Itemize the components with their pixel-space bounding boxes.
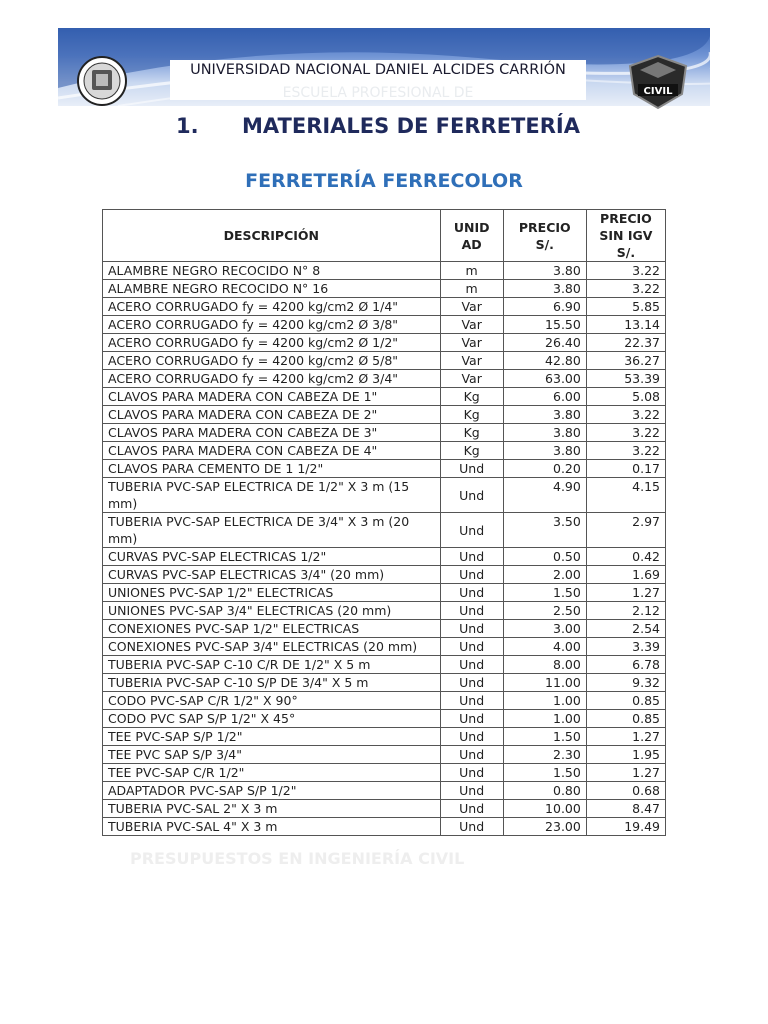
cell-price: 4.00 (503, 638, 586, 656)
table-row (103, 818, 666, 836)
cell-price-no-igv: 1.95 (586, 746, 665, 764)
table-header-row (103, 210, 666, 262)
cell-price-no-igv: 1.27 (586, 728, 665, 746)
cell-description: TUBERIA PVC-SAP ELECTRICA DE 3/4" X 3 m (20 mm) (103, 513, 441, 548)
cell-description: CURVAS PVC-SAP ELECTRICAS 3/4" (20 mm) (103, 566, 441, 584)
cell-description: TUBERIA PVC-SAP ELECTRICA DE 1/2" X 3 m (15 mm) (103, 478, 441, 513)
table-row (103, 442, 666, 460)
table-row (103, 478, 666, 513)
cell-price: 3.80 (503, 442, 586, 460)
cell-description: TUBERIA PVC-SAL 2" X 3 m (103, 800, 441, 818)
cell-price-no-igv: 2.97 (586, 513, 665, 548)
column-header-description: DESCRIPCIÓN (103, 210, 441, 262)
cell-price-no-igv: 3.39 (586, 638, 665, 656)
cell-description: CLAVOS PARA MADERA CON CABEZA DE 2" (103, 406, 441, 424)
cell-price-no-igv: 0.17 (586, 460, 665, 478)
column-header-unit: UNID AD (440, 210, 503, 262)
cell-unit: Und (440, 764, 503, 782)
table-row (103, 280, 666, 298)
cell-unit: Und (440, 478, 503, 513)
cell-price-no-igv: 3.22 (586, 442, 665, 460)
cell-price: 2.00 (503, 566, 586, 584)
cell-unit: Var (440, 334, 503, 352)
table-row (103, 710, 666, 728)
cell-price-no-igv: 2.54 (586, 620, 665, 638)
cell-description: TUBERIA PVC-SAP C-10 S/P DE 3/4" X 5 m (103, 674, 441, 692)
cell-description: CONEXIONES PVC-SAP 1/2" ELECTRICAS (103, 620, 441, 638)
civil-engineering-logo (626, 54, 690, 110)
table-row (103, 746, 666, 764)
university-name: UNIVERSIDAD NACIONAL DANIEL ALCIDES CARRIÓN (190, 62, 566, 78)
cell-price-no-igv: 3.22 (586, 262, 665, 280)
cell-price: 6.90 (503, 298, 586, 316)
cell-description: ACERO CORRUGADO fy = 4200 kg/cm2 Ø 1/4" (103, 298, 441, 316)
cell-price-no-igv: 0.68 (586, 782, 665, 800)
cell-description: ALAMBRE NEGRO RECOCIDO N° 16 (103, 280, 441, 298)
table-row (103, 566, 666, 584)
cell-unit: Und (440, 620, 503, 638)
cell-price-no-igv: 53.39 (586, 370, 665, 388)
table-row (103, 638, 666, 656)
cell-price-no-igv: 0.85 (586, 692, 665, 710)
cell-unit: Und (440, 513, 503, 548)
cell-price: 3.00 (503, 620, 586, 638)
cell-description: TEE PVC SAP S/P 3/4" (103, 746, 441, 764)
school-name-faded: ESCUELA PROFESIONAL DE (282, 85, 474, 101)
cell-price-no-igv: 9.32 (586, 674, 665, 692)
table-row (103, 620, 666, 638)
table-row (103, 298, 666, 316)
table-row (103, 764, 666, 782)
cell-description: CONEXIONES PVC-SAP 3/4" ELECTRICAS (20 mm) (103, 638, 441, 656)
cell-price: 10.00 (503, 800, 586, 818)
cell-price: 3.80 (503, 406, 586, 424)
cell-unit: Kg (440, 442, 503, 460)
cell-price: 1.50 (503, 764, 586, 782)
cell-price-no-igv: 3.22 (586, 280, 665, 298)
table-row (103, 424, 666, 442)
cell-description: CLAVOS PARA MADERA CON CABEZA DE 3" (103, 424, 441, 442)
cell-unit: Kg (440, 388, 503, 406)
table-row (103, 460, 666, 478)
cell-unit: Und (440, 656, 503, 674)
table-row (103, 656, 666, 674)
cell-unit: Kg (440, 406, 503, 424)
cell-description: TEE PVC-SAP C/R 1/2" (103, 764, 441, 782)
table-row (103, 262, 666, 280)
cell-unit: Und (440, 782, 503, 800)
cell-price: 3.80 (503, 280, 586, 298)
cell-unit: Und (440, 692, 503, 710)
cell-unit: m (440, 262, 503, 280)
cell-description: CLAVOS PARA MADERA CON CABEZA DE 4" (103, 442, 441, 460)
table-row (103, 388, 666, 406)
cell-price: 1.50 (503, 728, 586, 746)
cell-description: UNIONES PVC-SAP 1/2" ELECTRICAS (103, 584, 441, 602)
cell-unit: Und (440, 638, 503, 656)
cell-price-no-igv: 5.08 (586, 388, 665, 406)
cell-price: 2.30 (503, 746, 586, 764)
cell-description: CODO PVC-SAP C/R 1/2" X 90° (103, 692, 441, 710)
price-table (102, 209, 666, 836)
cell-price-no-igv: 1.69 (586, 566, 665, 584)
table-row (103, 370, 666, 388)
cell-price-no-igv: 1.27 (586, 584, 665, 602)
section-heading (176, 114, 580, 138)
cell-description: ACERO CORRUGADO fy = 4200 kg/cm2 Ø 3/8" (103, 316, 441, 334)
table-body (103, 262, 666, 836)
cell-unit: Und (440, 548, 503, 566)
cell-unit: Und (440, 584, 503, 602)
cell-price-no-igv: 3.22 (586, 406, 665, 424)
cell-price: 8.00 (503, 656, 586, 674)
cell-price: 63.00 (503, 370, 586, 388)
table-row (103, 334, 666, 352)
cell-description: CLAVOS PARA CEMENTO DE 1 1/2" (103, 460, 441, 478)
cell-unit: Kg (440, 424, 503, 442)
cell-price: 26.40 (503, 334, 586, 352)
cell-unit: Und (440, 674, 503, 692)
table-row (103, 513, 666, 548)
cell-unit: m (440, 280, 503, 298)
cell-price: 1.00 (503, 692, 586, 710)
column-header-price: PRECIO S/. (503, 210, 586, 262)
cell-price-no-igv: 36.27 (586, 352, 665, 370)
cell-price-no-igv: 22.37 (586, 334, 665, 352)
cell-price: 0.50 (503, 548, 586, 566)
section-number: 1. (176, 114, 199, 138)
cell-description: TUBERIA PVC-SAL 4" X 3 m (103, 818, 441, 836)
cell-unit: Und (440, 728, 503, 746)
cell-price: 15.50 (503, 316, 586, 334)
cell-unit: Var (440, 352, 503, 370)
table-row (103, 728, 666, 746)
cell-unit: Var (440, 316, 503, 334)
cell-price: 3.50 (503, 513, 586, 548)
cell-price-no-igv: 13.14 (586, 316, 665, 334)
cell-price: 23.00 (503, 818, 586, 836)
cell-description: CODO PVC SAP S/P 1/2" X 45° (103, 710, 441, 728)
table-row (103, 316, 666, 334)
cell-description: ACERO CORRUGADO fy = 4200 kg/cm2 Ø 3/4" (103, 370, 441, 388)
watermark-text: PRESUPUESTOS EN INGENIERÍA CIVIL (130, 849, 465, 868)
column-header-price-no-igv: PRECIO SIN IGV S/. (586, 210, 665, 262)
cell-unit: Und (440, 818, 503, 836)
store-title: FERRETERÍA FERRECOLOR (245, 170, 523, 192)
cell-price: 2.50 (503, 602, 586, 620)
cell-price-no-igv: 8.47 (586, 800, 665, 818)
cell-price: 0.80 (503, 782, 586, 800)
cell-price-no-igv: 19.49 (586, 818, 665, 836)
table-row (103, 352, 666, 370)
cell-unit: Und (440, 800, 503, 818)
cell-price: 11.00 (503, 674, 586, 692)
cell-price-no-igv: 1.27 (586, 764, 665, 782)
cell-description: TUBERIA PVC-SAP C-10 C/R DE 1/2" X 5 m (103, 656, 441, 674)
cell-price: 4.90 (503, 478, 586, 513)
logo-civil-text: CIVIL (643, 86, 673, 97)
cell-price: 6.00 (503, 388, 586, 406)
cell-price: 42.80 (503, 352, 586, 370)
cell-description: ACERO CORRUGADO fy = 4200 kg/cm2 Ø 5/8" (103, 352, 441, 370)
table-row (103, 602, 666, 620)
cell-unit: Und (440, 710, 503, 728)
cell-description: ALAMBRE NEGRO RECOCIDO N° 8 (103, 262, 441, 280)
table-row (103, 548, 666, 566)
cell-price: 1.00 (503, 710, 586, 728)
cell-unit: Und (440, 746, 503, 764)
cell-unit: Und (440, 460, 503, 478)
cell-price-no-igv: 5.85 (586, 298, 665, 316)
cell-unit: Und (440, 602, 503, 620)
table-row (103, 406, 666, 424)
cell-description: ADAPTADOR PVC-SAP S/P 1/2" (103, 782, 441, 800)
cell-description: CLAVOS PARA MADERA CON CABEZA DE 1" (103, 388, 441, 406)
cell-price: 0.20 (503, 460, 586, 478)
cell-unit: Var (440, 298, 503, 316)
cell-price: 3.80 (503, 424, 586, 442)
cell-price-no-igv: 6.78 (586, 656, 665, 674)
section-title: MATERIALES DE FERRETERÍA (242, 114, 580, 138)
cell-description: CURVAS PVC-SAP ELECTRICAS 1/2" (103, 548, 441, 566)
table-row (103, 782, 666, 800)
cell-description: ACERO CORRUGADO fy = 4200 kg/cm2 Ø 1/2" (103, 334, 441, 352)
cell-price: 3.80 (503, 262, 586, 280)
table-row (103, 800, 666, 818)
cell-unit: Var (440, 370, 503, 388)
cell-price-no-igv: 3.22 (586, 424, 665, 442)
cell-unit: Und (440, 566, 503, 584)
cell-description: UNIONES PVC-SAP 3/4" ELECTRICAS (20 mm) (103, 602, 441, 620)
university-seal-logo (74, 56, 130, 106)
cell-price-no-igv: 2.12 (586, 602, 665, 620)
cell-price-no-igv: 0.85 (586, 710, 665, 728)
table-row (103, 692, 666, 710)
cell-price-no-igv: 4.15 (586, 478, 665, 513)
table-row (103, 674, 666, 692)
cell-description: TEE PVC-SAP S/P 1/2" (103, 728, 441, 746)
cell-price: 1.50 (503, 584, 586, 602)
cell-price-no-igv: 0.42 (586, 548, 665, 566)
table-row (103, 584, 666, 602)
